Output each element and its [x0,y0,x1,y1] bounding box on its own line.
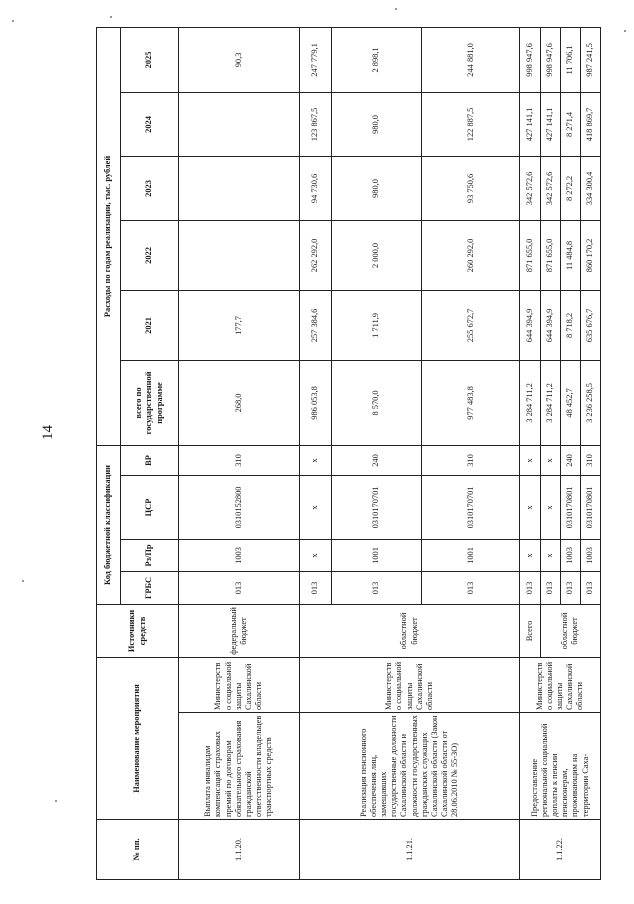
y2024-cell: 123 867,5 [299,92,331,156]
y2023-cell: 8 272,2 [560,156,580,220]
executor: Министерство социальной защиты Сахалинской области [179,657,300,712]
csr-cell: 0310170701 [331,475,421,539]
y2024-cell: 427 141,1 [520,92,540,156]
page-number: 14 [40,425,56,440]
y2025-cell: 998 947,6 [520,27,540,92]
row-number: 1.1.21. [299,820,519,880]
total-cell: 977 483,8 [421,360,519,445]
y2025-cell: 2 898,1 [331,27,421,92]
y2025-cell: 247 779,1 [299,27,331,92]
grbs-cell: 013 [580,571,600,604]
row-number: 1.1.22. [520,820,601,880]
grbs-cell: 013 [520,571,540,604]
header-grbs: ГРБС [121,571,179,604]
rotated-table-container [96,28,601,880]
measure-name: Реализация пенсионного обеспечения лиц, замещавших государственные должности Сахалинской области и должности государственных гражданских служащих Сахалинской области (Закон Сахалинской области от 28.06.2010 № 55-ЗО) [299,713,519,820]
vr-cell: 310 [179,445,300,475]
y2024-cell: 122 887,5 [421,92,519,156]
funding-source: Всего [520,604,540,657]
funding-source: федеральный бюджет [179,604,300,657]
measure-name: Предоставление региональной социальной доплаты к пенсии пенсионерам, проживающим на территории Саха- [520,713,601,820]
grbs-cell: 013 [540,571,560,604]
y2022-cell [179,220,300,290]
funding-source: областной бюджет [540,604,601,657]
header-expenses-group: Расходы по годам реализации, тыс. рублей [97,27,121,445]
total-cell: 268,0 [179,360,300,445]
y2021-cell: 644 394,9 [520,290,540,360]
y2023-cell: 980,0 [331,156,421,220]
funding-source: областной бюджет [299,604,519,657]
executor: Министерство социальной защиты Сахалинской области [299,657,519,712]
rzpr-cell: х [299,539,331,571]
table-row [520,27,540,879]
vr-cell: 310 [421,445,519,475]
budget-table [96,27,601,880]
y2022-cell: 2 000,0 [331,220,421,290]
y2022-cell: 860 170,2 [580,220,600,290]
y2021-cell: 177,7 [179,290,300,360]
vr-cell: 310 [580,445,600,475]
y2024-cell: 980,0 [331,92,421,156]
y2023-cell: 93 750,6 [421,156,519,220]
header-year-2021: 2021 [121,290,179,360]
y2023-cell: 94 730,6 [299,156,331,220]
y2021-cell: 255 672,7 [421,290,519,360]
y2021-cell: 1 711,9 [331,290,421,360]
csr-cell: 0310170801 [580,475,600,539]
vr-cell: х [540,445,560,475]
total-cell: 3 284 711,2 [540,360,560,445]
y2024-cell: 427 141,1 [540,92,560,156]
scan-speck [110,16,112,18]
header-csr: ЦСР [121,475,179,539]
rzpr-cell: х [540,539,560,571]
scan-speck [12,20,14,22]
measure-name: Выплата инвалидам компенсаций страховых премий по договорам обязательного страхования гражданской ответственности владельцев транспортных средств [179,713,300,820]
rzpr-cell: 1003 [560,539,580,571]
header-name: Наименование мероприятия [97,657,179,819]
y2022-cell: 871 655,0 [520,220,540,290]
grbs-cell: 013 [179,571,300,604]
rzpr-cell: 1001 [421,539,519,571]
vr-cell: х [520,445,540,475]
rzpr-cell: 1001 [331,539,421,571]
y2024-cell [179,92,300,156]
header-total: всего по государственной программе [121,360,179,445]
y2021-cell: 8 718,2 [560,290,580,360]
y2022-cell: 11 484,8 [560,220,580,290]
total-cell: 986 053,8 [299,360,331,445]
vr-cell: 240 [331,445,421,475]
total-cell: 3 284 711,2 [520,360,540,445]
y2025-cell: 244 881,0 [421,27,519,92]
csr-cell: х [540,475,560,539]
rzpr-cell: 1003 [580,539,600,571]
y2022-cell: 260 292,0 [421,220,519,290]
y2025-cell: 11 706,1 [560,27,580,92]
y2023-cell: 342 572,6 [520,156,540,220]
scan-speck [22,580,24,582]
header-rzpr: Рз/Пр [121,539,179,571]
y2024-cell: 8 271,4 [560,92,580,156]
grbs-cell: 013 [331,571,421,604]
scan-speck [55,800,57,802]
table-row [299,27,331,879]
y2025-cell: 998 947,6 [540,27,560,92]
rzpr-cell: х [520,539,540,571]
csr-cell: 0310152800 [179,475,300,539]
y2025-cell: 90,3 [179,27,300,92]
vr-cell: 240 [560,445,580,475]
row-number: 1.1.20. [179,820,300,880]
y2025-cell: 987 241,5 [580,27,600,92]
total-cell: 48 452,7 [560,360,580,445]
header-year-2025: 2025 [121,27,179,92]
header-sources: Источники средств [97,604,179,657]
total-cell: 8 570,0 [331,360,421,445]
header-no: № пп. [97,820,179,880]
y2022-cell: 262 292,0 [299,220,331,290]
header-year-2022: 2022 [121,220,179,290]
header-code-group: Код бюджетной классификации [97,445,121,604]
y2023-cell [179,156,300,220]
y2021-cell: 257 384,6 [299,290,331,360]
executor: Министерство социальной защиты Сахалинской области [520,657,601,712]
y2022-cell: 871 655,0 [540,220,560,290]
csr-cell: 0310170701 [421,475,519,539]
grbs-cell: 013 [299,571,331,604]
y2021-cell: 635 676,7 [580,290,600,360]
header-vr: ВР [121,445,179,475]
y2024-cell: 418 869,7 [580,92,600,156]
y2023-cell: 342 572,6 [540,156,560,220]
y2023-cell: 334 300,4 [580,156,600,220]
grbs-cell: 013 [560,571,580,604]
scan-speck [624,30,626,32]
scan-speck [395,8,397,10]
header-year-2024: 2024 [121,92,179,156]
header-year-2023: 2023 [121,156,179,220]
vr-cell: х [299,445,331,475]
csr-cell: 0310170801 [560,475,580,539]
rzpr-cell: 1003 [179,539,300,571]
total-cell: 3 236 258,5 [580,360,600,445]
table-row [179,27,300,879]
y2021-cell: 644 394,9 [540,290,560,360]
grbs-cell: 013 [421,571,519,604]
csr-cell: х [299,475,331,539]
csr-cell: х [520,475,540,539]
